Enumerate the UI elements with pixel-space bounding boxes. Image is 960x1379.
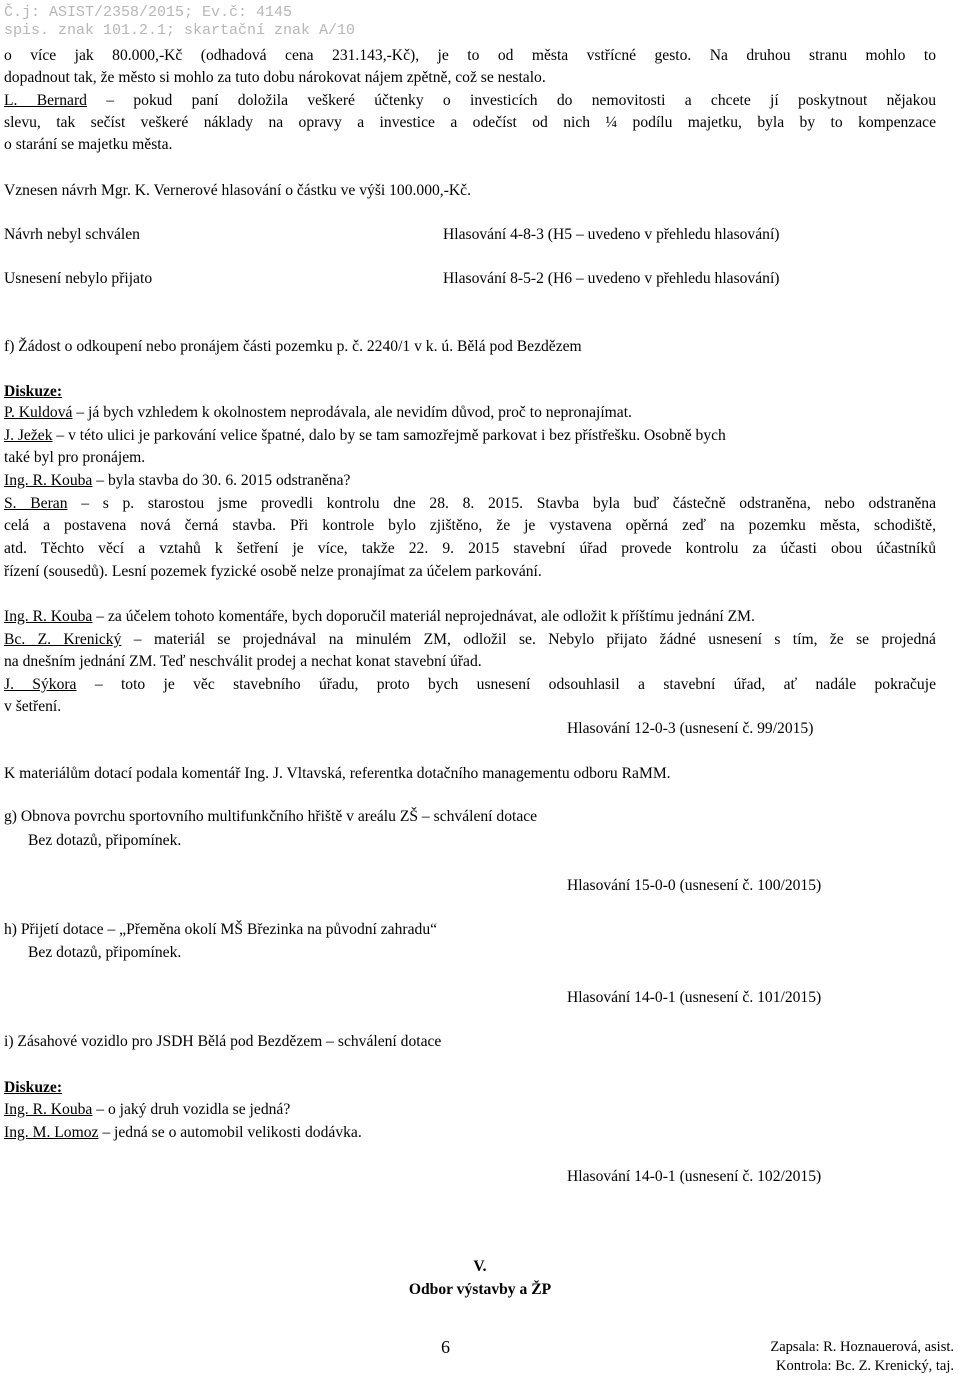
beran-line-1: S. Beran – s p. starostou jsme provedli kontrolu dne 28. 8. 2015. Stavba byla buď částečně odstraněna, nebo odstraněna: [4, 495, 936, 512]
vote-result-h: Hlasování 14-0-1 (usnesení č. 101/2015): [567, 989, 822, 1006]
jezek-line-1: J. Ježek – v této ulici je parkování velice špatné, dalo by se tam samozřejmě parkovat i bez přístřešku. Osobně bych: [4, 427, 726, 444]
intro-line-2: dopadnout tak, že město si mohlo za tuto dobu nárokovat nájem zpětně, což se nestalo.: [4, 69, 546, 86]
result-left-2: Usnesení nebylo přijato: [4, 270, 153, 287]
beran-line-4: řízení (sousedů). Lesní pozemek fyzické osobě nelze pronajímat za účelem parkování.: [4, 563, 542, 580]
speaker-name: J. Sýkora: [4, 676, 77, 693]
chapter-title: Odbor výstavby a ŽP: [408, 1281, 552, 1298]
filing-code: spis. znak 101.2.1; skartační znak A/10: [4, 22, 356, 39]
section-h-title: h) Přijetí dotace – „Přeměna okolí MŠ Březinka na původní zahradu“: [4, 921, 438, 938]
speaker-name: Ing. R. Kouba: [4, 472, 93, 489]
speaker-name: P. Kuldová: [4, 404, 73, 421]
vote-result-f: Hlasování 12-0-3 (usnesení č. 99/2015): [567, 720, 814, 737]
page-number: 6: [441, 1337, 450, 1357]
krenicky-line-2: na dnešním jednání ZM. Teď neschválit prodej a nechat konat stavební úřad.: [4, 653, 482, 670]
beran-line-2: celá a postavena nová černá stavba. Při kontrole bylo zjištěno, že je vystavena opěrná zeď na pozemku města, schodiště,: [4, 517, 936, 534]
speaker-name: J. Ježek: [4, 427, 53, 444]
written-by: Zapsala: R. Hoznauerová, asist.: [770, 1339, 954, 1355]
speaker-name: Bc. Z. Krenický: [4, 631, 122, 648]
vote-result-i: Hlasování 14-0-1 (usnesení č. 102/2015): [567, 1168, 822, 1185]
document-reference: Č.j: ASIST/2358/2015; Ev.č: 4145: [4, 4, 293, 21]
kuldova-line: P. Kuldová – já bych vzhledem k okolnostem neprodávala, ale nevidím důvod, proč to nepronajímat.: [4, 404, 632, 421]
speaker-name: Ing. R. Kouba: [4, 1101, 93, 1118]
result-right-2: Hlasování 8-5-2 (H6 – uvedeno v přehledu hlasování): [443, 270, 780, 287]
kouba-recommendation: Ing. R. Kouba – za účelem tohoto komentáře, bych doporučil materiál neprojednávat, ale odložit k příštímu jednání ZM.: [4, 608, 755, 625]
bernard-line-3: o starání se majetku města.: [4, 136, 173, 153]
krenicky-line-1: Bc. Z. Krenický – materiál se projednával na minulém ZM, odložil se. Nebylo přijato žádné usnesení s tím, že se projedná: [4, 631, 936, 648]
chapter-number: V.: [473, 1258, 487, 1275]
intro-line-1: o více jak 80.000,-Kč (odhadová cena 231.143,-Kč), je to od města vstřícné gesto. Na druhou stranu mohlo to: [4, 47, 936, 64]
lomoz-answer: Ing. M. Lomoz – jedná se o automobil velikosti dodávka.: [4, 1124, 362, 1141]
kouba-question: Ing. R. Kouba – byla stavba do 30. 6. 2015 odstraněna?: [4, 472, 351, 489]
bernard-line-1: L. Bernard – pokud paní doložila veškeré účtenky o investicích do nemovitosti a chcete jí poskytnout nějakou: [4, 92, 936, 109]
section-g-note: Bez dotazů, připomínek.: [28, 832, 182, 849]
proposal-text: Vznesen návrh Mgr. K. Vernerové hlasování o částku ve výši 100.000,-Kč.: [4, 182, 471, 199]
jezek-line-2: také byl pro pronájem.: [4, 449, 146, 466]
sykora-line-2: v šetření.: [4, 698, 62, 715]
discussion-label: Diskuze:: [4, 1079, 63, 1096]
speaker-name: Ing. M. Lomoz: [4, 1124, 99, 1141]
subsidy-comment: K materiálům dotací podala komentář Ing. J. Vltavská, referentka dotačního managementu odboru RaMM.: [4, 765, 671, 782]
speaker-name: Ing. R. Kouba: [4, 608, 93, 625]
section-h-note: Bez dotazů, připomínek.: [28, 944, 182, 961]
kouba-vehicle-question: Ing. R. Kouba – o jaký druh vozidla se jedná?: [4, 1101, 291, 1118]
speaker-name: L. Bernard: [4, 92, 87, 109]
bernard-line-2: slevu, tak sečíst veškeré náklady na opravy a investice a odečíst od nich ¼ podílu majetku, byla by to kompenzace: [4, 114, 936, 131]
sykora-line-1: J. Sýkora – toto je věc stavebního úřadu, proto bych usnesení odsouhlasil a stavební úřad, ať nadále pokračuje: [4, 676, 936, 693]
result-right-1: Hlasování 4-8-3 (H5 – uvedeno v přehledu hlasování): [443, 226, 780, 243]
section-i-title: i) Zásahové vozidlo pro JSDH Bělá pod Bezdězem – schválení dotace: [4, 1033, 442, 1050]
vote-result-g: Hlasování 15-0-0 (usnesení č. 100/2015): [567, 877, 822, 894]
section-g-title: g) Obnova povrchu sportovního multifunkčního hřiště v areálu ZŠ – schválení dotace: [4, 808, 538, 825]
speaker-name: S. Beran: [4, 495, 68, 512]
result-left-1: Návrh nebyl schválen: [4, 226, 140, 243]
discussion-label: Diskuze:: [4, 383, 63, 400]
checked-by: Kontrola: Bc. Z. Krenický, taj.: [776, 1358, 954, 1374]
beran-line-3: atd. Těchto věcí a vztahů k šetření je více, takže 22. 9. 2015 stavební úřad provede kontrolu za účasti obou účastníků: [4, 540, 936, 557]
section-f-title: f) Žádost o odkoupení nebo pronájem části pozemku p. č. 2240/1 v k. ú. Bělá pod Bezdězem: [4, 338, 582, 355]
